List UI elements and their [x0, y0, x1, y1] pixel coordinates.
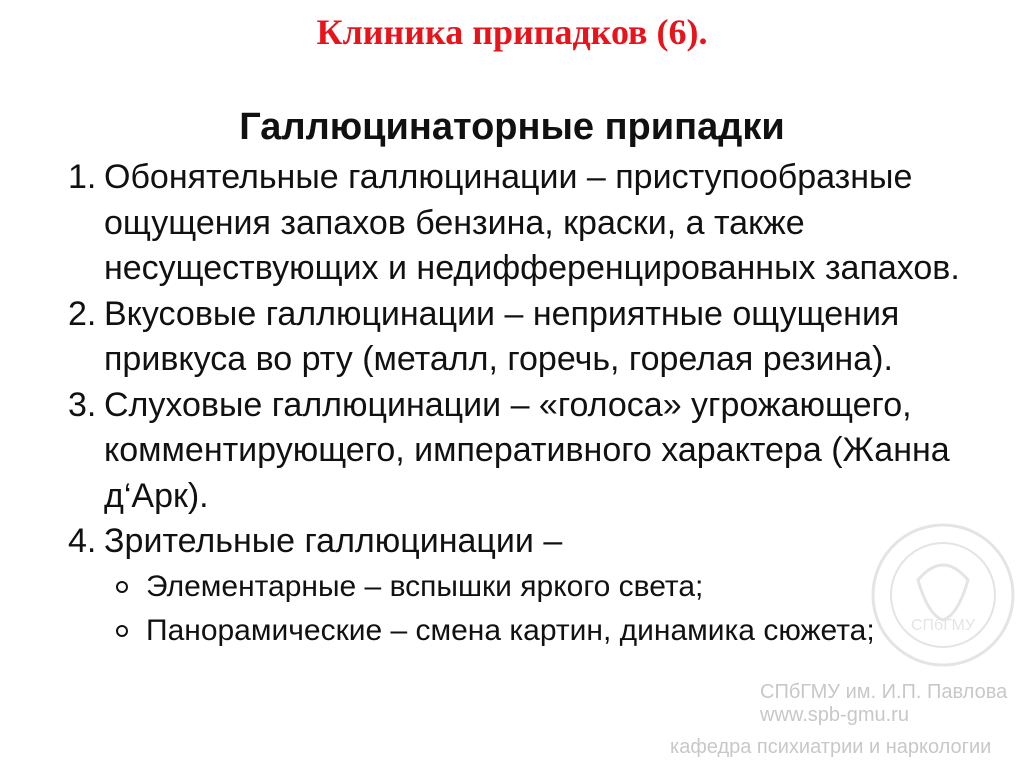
item-text: Слуховые галлюцинации – «голоса» угрожающего, комментирующего, императивного характера (Жанна д‘Арк).: [104, 385, 950, 515]
item-text: Вкусовые галлюцинации – неприятные ощущения привкуса во рту (металл, горечь, горелая резина).: [104, 294, 900, 378]
item-number: 3.: [68, 385, 97, 424]
svg-text:СПбГМУ: СПбГМУ: [910, 617, 976, 634]
sub-item-panoramic: [104, 609, 1008, 653]
list-item-olfactory: [68, 155, 1008, 292]
item-number: 4.: [68, 522, 97, 560]
watermark-university-name: СПбГМУ им. И.П. Павлова: [760, 681, 1008, 703]
item-number: 1.: [68, 158, 97, 196]
sub-item-text: Панорамические – смена картин, динамика сюжета;: [146, 613, 875, 647]
hallucination-list: [68, 155, 1008, 653]
sub-item-elementary: [104, 565, 1008, 609]
watermark-website: www.spb-gmu.ru: [760, 704, 909, 726]
watermark-department: кафедра психиатрии и наркологии: [670, 736, 992, 758]
list-item-gustatory: [68, 292, 1008, 383]
sub-item-text: Элементарные – вспышки яркого света;: [146, 569, 704, 603]
slide-subtitle: Галлюцинаторные припадки: [239, 106, 785, 148]
visual-sub-list: [104, 565, 1008, 653]
item-number: 2.: [68, 294, 97, 333]
circle-bullet-icon: [116, 581, 128, 593]
item-text: Обонятельные галлюцинации – приступообразные ощущения запахов бензина, краски, а также несуществующих и недифференцированных запахов.: [104, 158, 960, 287]
slide-title: Клиника припадков (6).: [316, 12, 708, 52]
list-item-auditory: [68, 383, 1008, 520]
item-text: Зрительные галлюцинации –: [104, 522, 563, 560]
list-item-visual: [68, 519, 1008, 653]
circle-bullet-icon: [116, 625, 128, 637]
